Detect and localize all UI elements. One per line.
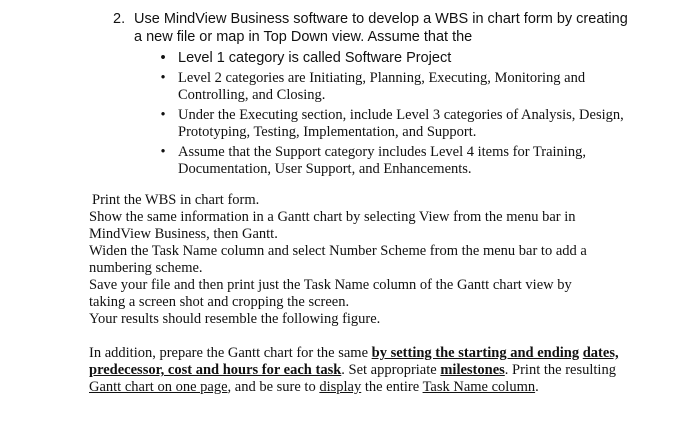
emphasis-text: by setting the starting and ending [371,345,580,361]
question-line-1: Use MindView Business software to develop a WBS in chart form by creating [134,11,628,27]
question-number: 2. [113,11,126,27]
instruction-line: Save your file and then print just the Task Name column of the Gantt chart view by [89,277,572,293]
question-line-2: a new file or map in Top Down view. Assume that the [134,29,473,45]
text-span: the entire [361,379,423,395]
bullet-icon: • [160,50,166,66]
text-span: . [535,379,539,395]
list-item-text: Level 2 categories are Initiating, Planning, Executing, Monitoring and Controlling, and Closing. [178,70,586,103]
list-item-text: Assume that the Support category includes Level 4 items for Training, Documentation, User Support, and Enhancements. [178,144,586,177]
bullet-icon: • [160,107,166,123]
bullet-icon: • [160,70,166,86]
requirements-list [158,50,638,181]
instruction-line: Print the WBS in chart form. [92,192,260,208]
list-item-text: Under the Executing section, include Level 3 categories of Analysis, Design, Prototyping, Testing, Implementation, and Support. [178,107,624,140]
paragraph [89,345,649,396]
instruction-line: numbering scheme. [89,260,203,276]
text-span: resulting [565,362,616,378]
bullet-icon: • [160,144,166,160]
emphasis-text: milestones [440,362,505,378]
instruction-line: Widen the Task Name column and select Number Scheme from the menu bar to add a [89,243,587,259]
text-span: . Print the [504,362,562,378]
instruction-line: MindView Business, then Gantt. [89,226,278,242]
underlined-text: display [319,379,362,395]
list-item-text: Level 1 category is called Software Project [178,50,452,66]
instruction-line: Show the same information in a Gantt chart by selecting View from the menu bar in [89,209,576,225]
text-span: In addition, prepare the Gantt chart for the same [89,345,372,361]
list-item [158,107,638,141]
instructions [89,192,649,328]
instruction-line: taking a screen shot and cropping the screen. [89,294,350,310]
instruction-line: Your results should resemble the following figure. [89,311,381,327]
text-span: , and be sure to [227,379,320,395]
list-item [158,70,638,104]
question-heading [113,10,673,46]
text-span: . Set appropriate [341,362,441,378]
additional-instructions [89,345,649,396]
emphasis-text: dates, predecessor, cost and hours for each task [89,345,619,378]
list-item [158,50,638,67]
underlined-text: Task Name column [422,379,536,395]
list-item [158,144,638,178]
question-text [113,10,673,46]
underlined-text: Gantt chart on one page [89,379,228,395]
